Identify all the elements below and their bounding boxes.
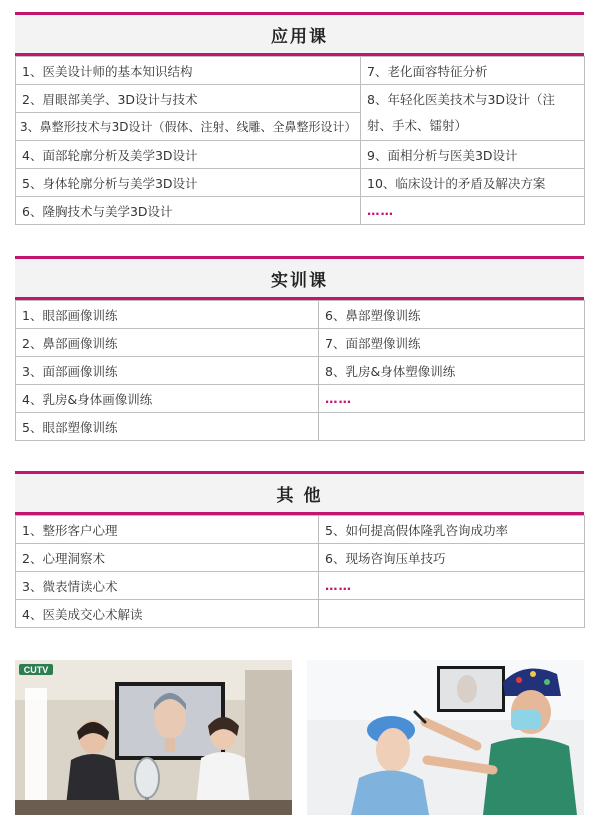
table-row [16,301,585,329]
section-title: 其 他 [276,485,323,506]
section-practical-training [15,256,584,441]
course-cell: 3、微表情读心术 [16,572,319,600]
course-cell: 1、医美设计师的基本知识结构 [16,57,361,85]
course-cell: 5、眼部塑像训练 [16,413,319,441]
course-table [15,300,585,441]
empty-cell [319,413,585,441]
table-row [16,413,585,441]
course-cell: 5、身体轮廓分析与美学3D设计 [16,169,361,197]
section-applied-courses [15,12,584,225]
section-header [15,256,584,300]
consultation-illustration [15,660,292,815]
course-cell: 7、面部塑像训练 [319,329,585,357]
course-cell: 5、如何提高假体隆乳咨询成功率 [319,516,585,544]
ellipsis-cell: …… [319,572,585,600]
table-row [16,141,585,169]
course-cell: 4、医美成交心术解读 [16,600,319,628]
doctor-photo [307,660,584,815]
table-row [16,57,585,85]
course-cell: 4、面部轮廓分析及美学3D设计 [16,141,361,169]
course-cell: 7、老化面容特征分析 [361,57,585,85]
table-row [16,385,585,413]
table-row [16,544,585,572]
course-cell: 3、鼻整形技术与3D设计（假体、注射、线雕、全鼻整形设计） [16,113,361,141]
table-row [16,197,585,225]
course-table [15,515,585,628]
section-others [15,471,584,628]
course-cell: 3、面部画像训练 [16,357,319,385]
table-row [16,572,585,600]
section-title: 应用课 [271,26,328,47]
consultation-photo [15,660,292,815]
course-cell: 8、乳房&身体塑像训练 [319,357,585,385]
course-cell: 1、整形客户心理 [16,516,319,544]
ellipsis-cell: …… [319,385,585,413]
course-cell: 4、乳房&身体画像训练 [16,385,319,413]
course-cell: 6、隆胸技术与美学3D设计 [16,197,361,225]
course-cell: 8、年轻化医美技术与3D设计（注射、手术、镭射） [361,85,585,141]
course-cell: 2、眉眼部美学、3D设计与技术 [16,85,361,113]
ellipsis-cell: …… [361,197,585,225]
course-cell: 1、眼部画像训练 [16,301,319,329]
table-row [16,516,585,544]
table-row [16,169,585,197]
course-cell: 2、心理洞察术 [16,544,319,572]
empty-cell [319,600,585,628]
section-title: 实训课 [271,270,328,291]
section-header [15,471,584,515]
tv-logo: CUTV [23,665,49,675]
table-row [16,329,585,357]
table-row [16,357,585,385]
course-table [15,56,585,225]
course-cell: 6、现场咨询压单技巧 [319,544,585,572]
course-cell: 6、鼻部塑像训练 [319,301,585,329]
table-row [16,85,585,113]
section-header [15,12,584,56]
course-cell: 10、临床设计的矛盾及解决方案 [361,169,585,197]
table-row [16,600,585,628]
course-cell: 2、鼻部画像训练 [16,329,319,357]
doctor-illustration [307,660,584,815]
course-cell: 9、面相分析与医美3D设计 [361,141,585,169]
